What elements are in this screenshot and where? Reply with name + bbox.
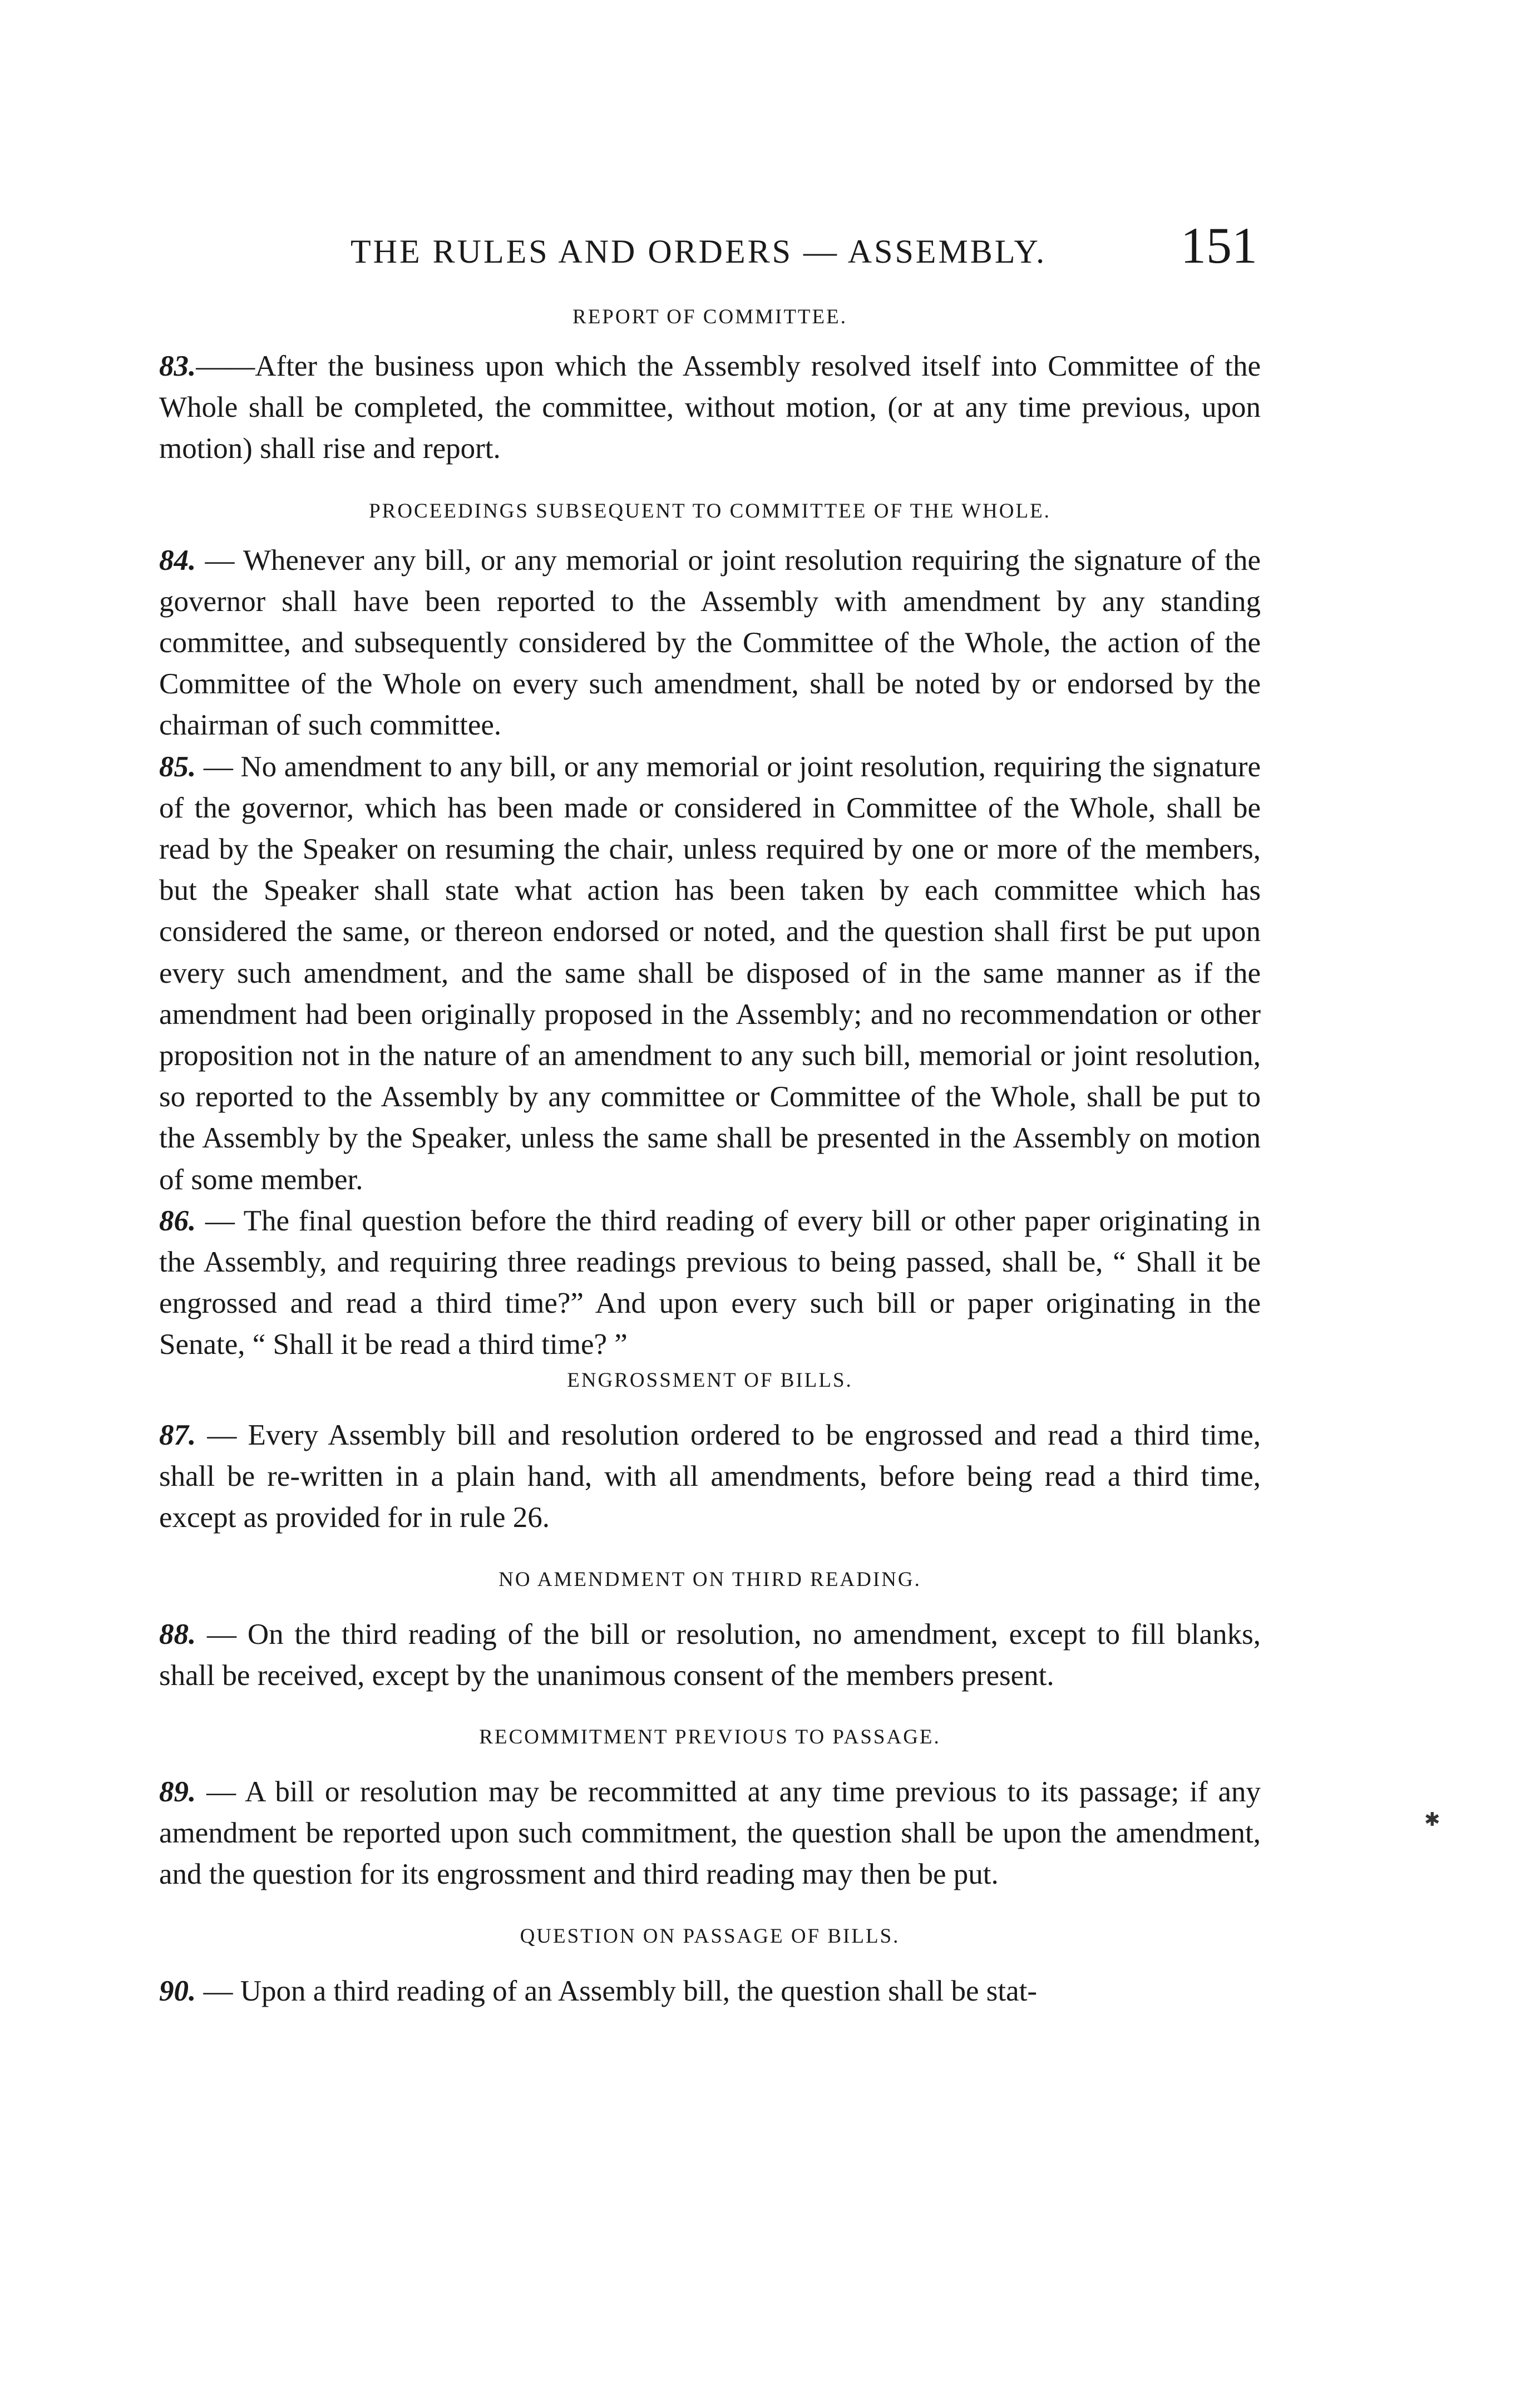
rule-text: Upon a third reading of an Assembly bill, the question shall be stat- (240, 1975, 1037, 2008)
section-heading-no-amendment: NO AMENDMENT ON THIRD READING. (498, 1568, 921, 1592)
rule-dash: — (196, 1975, 240, 2008)
section-heading-report-of-committee: REPORT OF COMMITTEE. (572, 306, 847, 328)
rule-dash: — (196, 1775, 245, 1808)
rule-dash: —— (196, 350, 255, 382)
rule-89 (159, 1771, 1261, 1895)
rule-text: On the third reading of the bill or resolution, no amendment, except to fill blanks, shall be received, except by the unanimous consent of the members present. (159, 1618, 1261, 1692)
section-heading-recommitment: RECOMMITMENT PREVIOUS TO PASSAGE. (479, 1725, 941, 1748)
rule-83 (159, 346, 1261, 470)
rule-85 (159, 746, 1261, 1200)
running-head: THE RULES AND ORDERS — ASSEMBLY. (351, 233, 1047, 270)
rule-number: 85. (159, 750, 196, 783)
rule-text: No amendment to any bill, or any memorial or joint resolution, requiring the signature of the governor, which has been made or considered in Committee of the Whole, shall be read by the Speaker on resuming the chair, unless required by one or more of the members, but the Speaker shall state what action has been taken by each committee which has considered the same, or thereon endorsed or noted, and the question shall first be put upon every such amendment, and the same shall be disposed of in the same manner as if the amendment had been originally proposed in the Assembly; and no recommendation or other proposition not in the nature of an amendment to any such bill, memorial or joint resolution, so reported to the Assembly by any committee or Committee of the Whole, shall be put to the Assembly by the Speaker, unless the same shall be presented in the Assembly on motion of some member. (159, 750, 1261, 1196)
rule-dash: — (196, 544, 243, 577)
rule-dash: — (196, 1618, 248, 1651)
rule-dash: — (196, 750, 241, 783)
rule-86 (159, 1200, 1261, 1366)
rule-dash: — (196, 1204, 244, 1237)
rule-number: 87. (159, 1418, 196, 1451)
rule-number: 83. (159, 350, 196, 382)
rule-text: The final question before the third reading of every bill or other paper originating in the Assembly, and requiring three readings previous to being passed, shall be, “ Shall it be engrossed and read a third time?” And upon every such bill or paper originating in the Senate, “ Shall it be read a third time? ” (159, 1204, 1261, 1361)
rule-text: Every Assembly bill and resolution ordered to be engrossed and read a third time, shall be re-written in a plain hand, with all amendments, before being read a third time, except as provided for in rule 26. (159, 1418, 1261, 1534)
rule-88 (159, 1614, 1261, 1696)
rule-number: 89. (159, 1775, 196, 1808)
rule-84 (159, 540, 1261, 746)
rule-dash: — (196, 1418, 248, 1451)
section-heading-question-on-passage: QUESTION ON PASSAGE OF BILLS. (520, 1925, 900, 1948)
rule-87 (159, 1415, 1261, 1539)
section-heading-proceedings: PROCEEDINGS SUBSEQUENT TO COMMITTEE OF THE WHOLE. (369, 499, 1051, 523)
rule-90 (159, 1971, 1261, 2012)
rule-text: Whenever any bill, or any memorial or joint resolution requiring the signature of the governor shall have been reported to the Assembly with amendment by any standing committee, and subsequently considered by the Committee of the Whole, the action of the Committee of the Whole on every such amendment, shall be noted by or endorsed by the chairman of such committee. (159, 544, 1261, 742)
rule-text: A bill or resolution may be recommitted at any time previous to its passage; if any amendment be reported upon such commitment, the question shall be upon the amendment, and the question for its engrossment and third reading may then be put. (159, 1775, 1261, 1891)
page-number: 151 (1181, 217, 1257, 274)
page-header (345, 216, 1257, 277)
rule-number: 88. (159, 1618, 196, 1651)
page-body (159, 298, 1261, 2012)
rule-number: 90. (159, 1975, 196, 2008)
section-heading-engrossment: ENGROSSMENT OF BILLS. (567, 1368, 853, 1392)
ink-speck: ✱ (1424, 1810, 1440, 1830)
rule-number: 86. (159, 1204, 196, 1237)
rule-number: 84. (159, 544, 196, 577)
rule-text: After the business upon which the Assembly resolved itself into Committee of the Whole shall be completed, the committee, without motion, (or at any time previous, upon motion) shall rise and report. (159, 350, 1261, 465)
